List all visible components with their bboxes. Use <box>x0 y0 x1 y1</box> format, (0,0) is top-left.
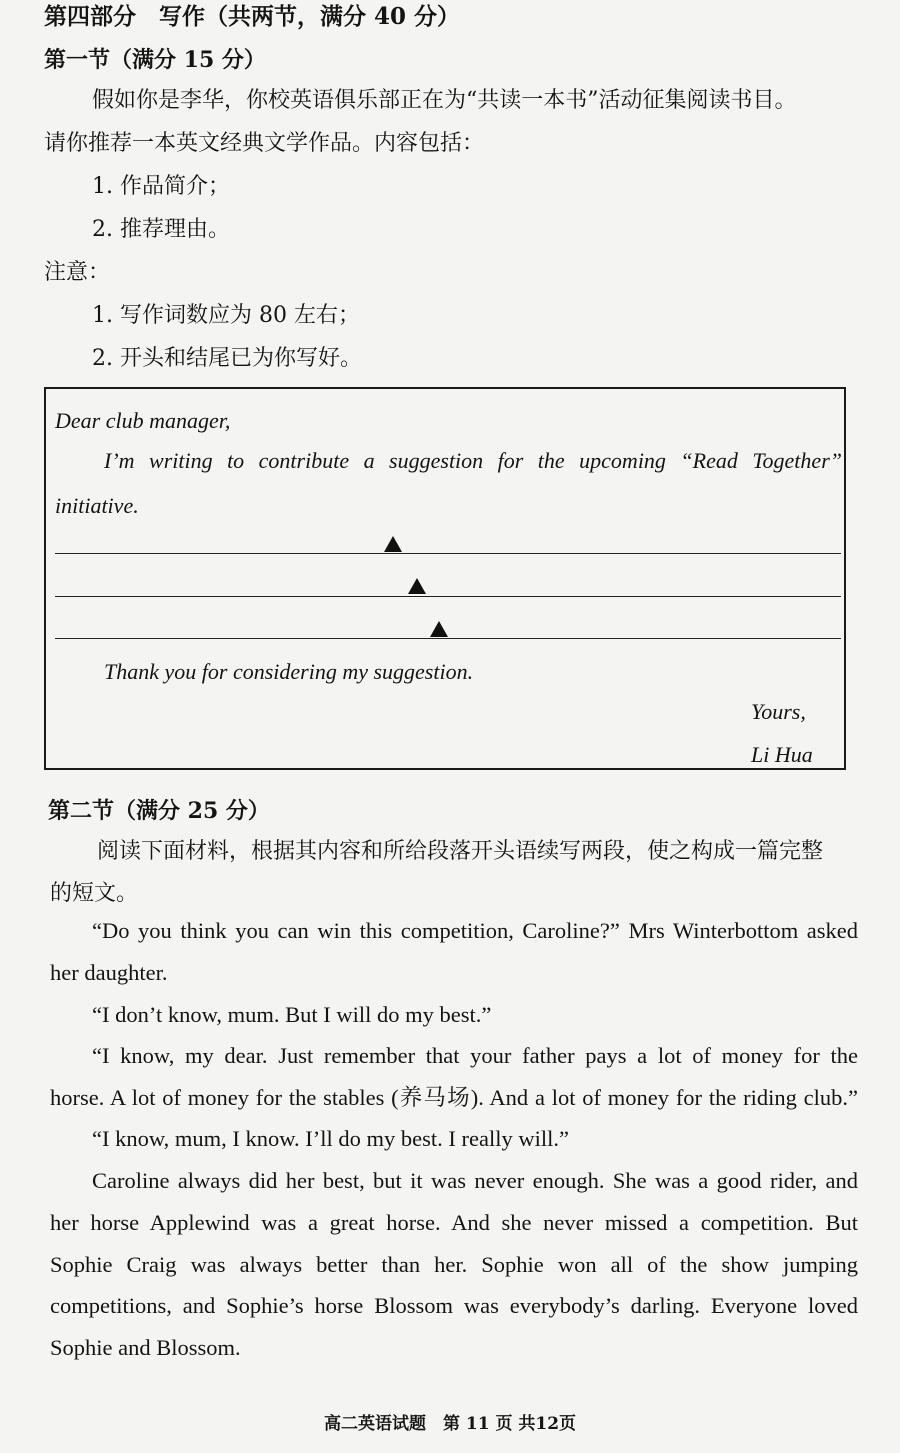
passage-line: “I know, mum, I know. I’ll do my best. I really will.” <box>92 1126 569 1151</box>
writing-marker-triangle-icon <box>384 536 402 552</box>
section2-instruction-line1: 阅读下面材料，根据其内容和所给段落开头语续写两段，使之构成一篇完整 <box>97 839 824 864</box>
section2-title: 第二节（满分 25 分） <box>48 798 270 824</box>
passage-line: “I know, my dear. Just remember that your father pays a lot of money for the <box>92 1043 858 1068</box>
section1-instruction-line2: 请你推荐一本英文经典文学作品。内容包括： <box>44 131 485 156</box>
writing-line <box>55 596 841 597</box>
passage-line: her horse Applewind was a great horse. And she never missed a competition. But <box>50 1210 858 1235</box>
passage-line: her daughter. <box>50 960 168 985</box>
letter-closing: Thank you for considering my suggestion. <box>104 659 474 684</box>
notes-label: 注意： <box>44 260 111 285</box>
writing-marker-triangle-icon <box>408 578 426 594</box>
passage-line: competitions, and Sophie’s horse Blossom was everybody’s darling. Everyone loved <box>50 1293 858 1318</box>
passage-line: Sophie Craig was always better than her. Sophie won all of the show jumping <box>50 1252 858 1277</box>
letter-opening-line2: initiative. <box>55 493 139 518</box>
passage-line: horse. A lot of money for the stables (养马场). And a lot of money for the riding club.” <box>50 1085 858 1110</box>
page-footer: 高二英语试题 第 11 页 共12页 <box>323 1414 577 1434</box>
content-item-1: 1. 作品简介； <box>92 174 230 199</box>
passage-line: “Do you think you can win this competition, Caroline?” Mrs Winterbottom asked <box>92 918 858 943</box>
passage-line: Caroline always did her best, but it was never enough. She was a good rider, and <box>92 1168 858 1193</box>
letter-sign-off: Yours, <box>751 699 806 724</box>
section2-instruction-line2: 的短文。 <box>50 881 139 906</box>
writing-marker-triangle-icon <box>430 621 448 637</box>
content-item-2: 2. 推荐理由。 <box>92 217 230 242</box>
letter-opening-line1: I’m writing to contribute a suggestion for the upcoming “Read Together” <box>104 448 842 473</box>
passage-line: Sophie and Blossom. <box>50 1335 241 1360</box>
section1-title: 第一节（满分 15 分） <box>44 47 266 73</box>
letter-signature: Li Hua <box>751 742 813 767</box>
writing-line <box>55 638 841 639</box>
note-item-2: 2. 开头和结尾已为你写好。 <box>92 346 362 371</box>
section1-instruction-line1: 假如你是李华，你校英语俱乐部正在为“共读一本书”活动征集阅读书目。 <box>92 88 797 113</box>
note-item-1: 1. 写作词数应为 80 左右； <box>92 303 360 328</box>
letter-box <box>44 387 846 770</box>
writing-line <box>55 553 841 554</box>
passage-line: “I don’t know, mum. But I will do my best.” <box>92 1002 492 1027</box>
part-title: 第四部分 写作（共两节，满分 40 分） <box>44 3 461 30</box>
letter-salutation: Dear club manager, <box>55 408 231 433</box>
